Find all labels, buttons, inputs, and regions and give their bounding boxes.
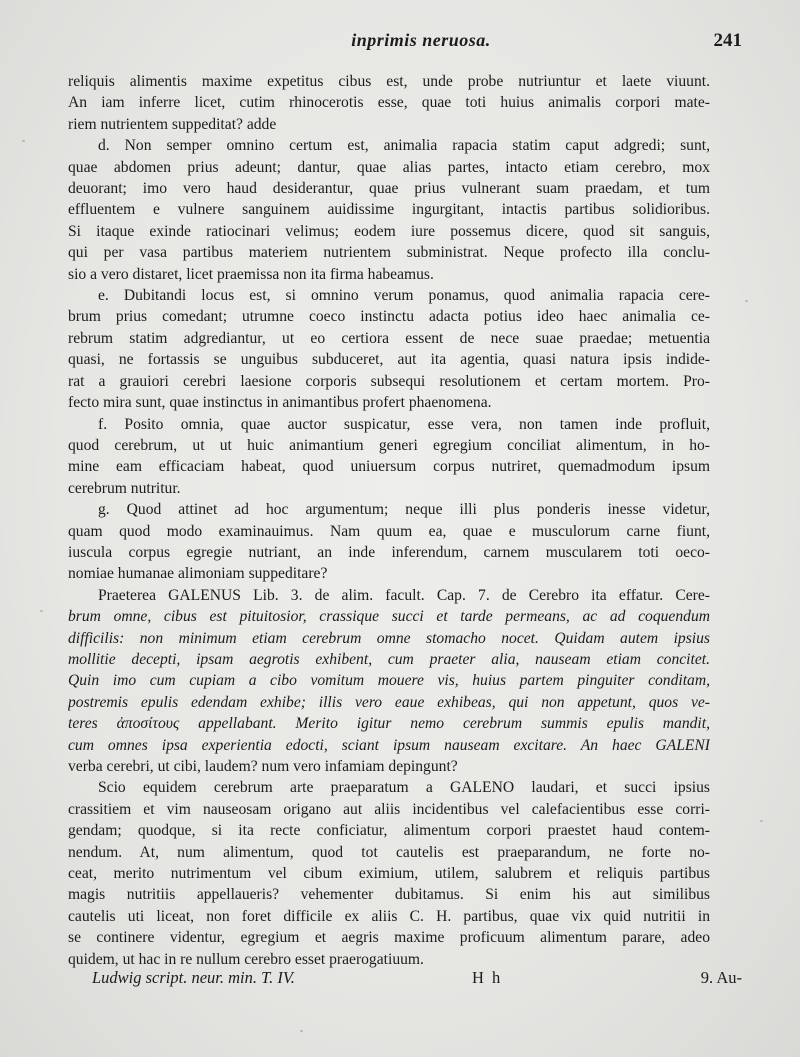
paper-speck	[745, 300, 748, 302]
text-line: postremis epulis edendam exhibe; illis vero eaue exhibeas, qui non appetunt, quos ve-	[68, 693, 710, 711]
text-line: d. Non semper omnino certum est, animalia rapacia statim caput adgredi; sunt,	[98, 137, 710, 155]
paragraph-continuation	[68, 71, 710, 135]
text-line: An iam inferre licet, cutim rhinocerotis esse, quae toti huius animalis corpori mate-	[68, 94, 710, 112]
page-number: 241	[713, 30, 742, 51]
text-line: cautelis uti liceat, non foret difficile ex aliis C. H. partibus, quae vix quid nutritii in	[68, 907, 710, 925]
text-line: riem nutrientem suppeditat? adde	[68, 115, 277, 133]
running-head: inprimis neruosa.	[351, 30, 491, 50]
page-header	[70, 30, 742, 58]
text-line: teres ἀποσίτους appellabant. Merito igitur nemo cerebrum summis epulis mandit,	[68, 715, 710, 733]
paragraph-galenus-quote	[68, 585, 710, 778]
catchword: 9. Au-	[700, 968, 742, 987]
text-line: verba cerebri, ut cibi, laudem? num vero infamiam depingunt?	[68, 758, 458, 775]
page-footer	[92, 968, 742, 994]
text-line: mollitie decepti, ipsam aegrotis exhibent, cum praeter alia, nauseam etiam concitet.	[68, 650, 710, 668]
text-line: Quin imo cum cupiam a cibo vomitum mouere vis, huius partem pinguiter conditam,	[68, 672, 710, 690]
text-line: crassitiem et vim nauseosam origano aut aliis incidentibus vel calefacientibus esse corri-	[68, 800, 710, 818]
text-line: rat a grauiori cerebri laesione corporis subsequi resolutionem et certam mortem. Pro-	[68, 372, 710, 390]
paper-speck	[22, 140, 25, 142]
text-line: quod cerebrum, ut ut huic animantium generi egregium conciliat alimentum, in ho-	[68, 436, 710, 454]
paper-speck	[40, 610, 43, 612]
text-line: cum omnes ipsa experientia edocti, sciant ipsum nauseam excitare. An haec GALENI	[68, 736, 710, 754]
paragraph-e	[68, 285, 710, 413]
text-line: deuorant; imo vero haud desiderantur, quae prius vulnerant suam praedam, et tum	[68, 180, 710, 198]
text-line: quam quod modo examinauimus. Nam quum ea, quae e musculorum carne fiunt,	[68, 522, 710, 540]
text-line: mine eam efficaciam habeat, quod uniuersum corpus nutriret, quemadmodum ipsum	[68, 458, 710, 476]
paragraph-f	[68, 414, 710, 500]
paragraph-g	[68, 499, 710, 585]
paper-speck	[760, 820, 763, 822]
text-line: quidem, ut hac in re nullum cerebro esset praerogatiuum.	[68, 950, 424, 968]
paragraph-d	[68, 135, 710, 285]
text-line: ceat, merito nutrimentum vel cibum eximium, utilem, salubrem et reliquis partibus	[68, 865, 710, 883]
text-line: f. Posito omnia, quae auctor suspicatur, esse vera, non tamen inde profluit,	[98, 415, 710, 433]
text-line: difficilis: non minimum etiam cerebrum omne stomacho nocet. Quidam autem ipsius	[68, 629, 710, 647]
text-line: se continere videntur, egregium et aegris maxime proficuum alimentum parare, adeo	[68, 929, 710, 947]
text-line: qui per vasa partibus materiem nutrientem subministrat. Neque profecto illa conclu-	[68, 244, 710, 262]
text-line: rebrum statim adgrediantur, ut eo certiora essent de nece suae praedae; metuentia	[68, 329, 710, 347]
text-line: cerebrum nutritur.	[68, 479, 181, 497]
text-line: reliquis alimentis maxime expetitus cibus est, unde probe nutriuntur et laete viuunt.	[68, 73, 710, 90]
text-line: Scio equidem cerebrum arte praeparatum a GALENO laudari, et succi ipsius	[98, 779, 710, 797]
text-line: Si itaque exinde ratiocinari velimus; eodem iure possemus dicere, quod sit sanguis,	[68, 222, 710, 240]
text-line: gendam; quodque, si ita recte conficiatur, alimentum corpori praestet haud contem-	[68, 822, 710, 840]
text-line: fecto mira sunt, quae instinctus in animantibus profert phaenomena.	[68, 394, 492, 412]
signature-line: Ludwig script. neur. min. T. IV.	[92, 968, 295, 987]
text-line: quae abdomen prius adeunt; dantur, quae alias partes, intacto etiam cerebro, mox	[68, 158, 710, 176]
page-body	[68, 71, 710, 970]
text-line: brum prius comedant; utrumne coeco instinctu adacta potius ideo haec animalia ce-	[68, 308, 710, 326]
text-line: e. Dubitandi locus est, si omnino verum ponamus, quod animalia rapacia cere-	[98, 287, 710, 305]
text-line: sio a vero distaret, licet praemissa non ita firma habeamus.	[68, 265, 434, 283]
text-line: nomiae humanae alimoniam suppeditare?	[68, 565, 328, 583]
paragraph-scio	[68, 777, 710, 970]
text-line: Praeterea GALENUS Lib. 3. de alim. facult. Cap. 7. de Cerebro ita effatur. Cere-	[98, 586, 710, 604]
text-line: iuscula corpus egregie nutriant, an inde inferendum, carnem muscularem toti oeco-	[68, 543, 710, 561]
text-line: quasi, ne fortassis se unguibus subduceret, aut ita agentia, quasi natura ipsis indide-	[68, 351, 710, 369]
text-line: magis nutritiis appellaueris? vehementer dubitamus. Si enim his aut similibus	[68, 886, 710, 904]
text-line: brum omne, cibus est pituitosior, crassique succi et tarde permeans, ac ad coquendum	[68, 608, 710, 626]
text-line: nendum. At, num alimentum, quod tot cautelis est praeparandum, ne forte no-	[68, 843, 710, 861]
sheet-mark: H h	[472, 968, 503, 987]
text-line: g. Quod attinet ad hoc argumentum; neque illi plus ponderis inesse videtur,	[98, 501, 710, 519]
text-line: effluentem e vulnere sanguinem auidissime ingurgitant, intactis partibus solidioribus.	[68, 201, 710, 219]
paper-speck	[300, 1030, 303, 1032]
